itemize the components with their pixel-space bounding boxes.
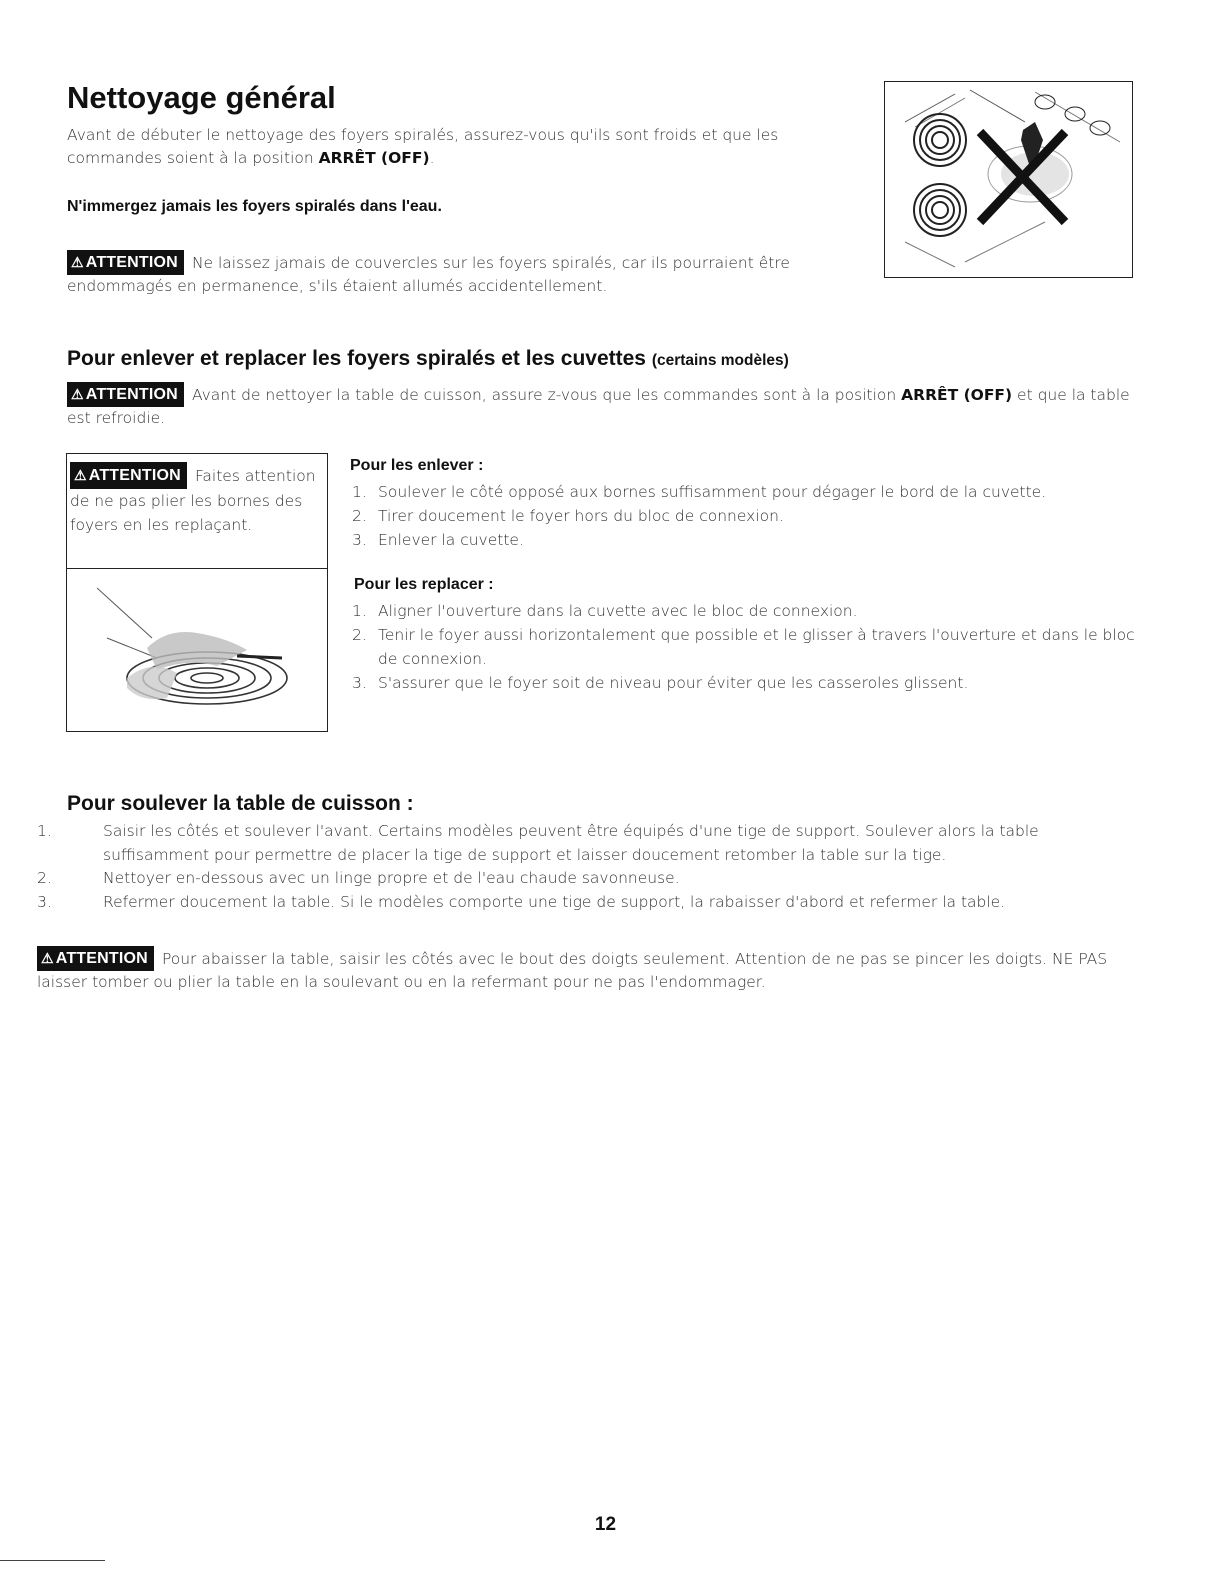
list-item: 1. Saisir les côtés et soulever l'avant. Certains modèles peuvent être équipés d'une tige de support. Soulever alors la table suffisamment pour permettre de placer la tige de support et laisser doucement retomber la table sur la tige. (37, 822, 1039, 864)
intro-end: . (429, 149, 435, 167)
list-item: 1. Soulever le côté opposé aux bornes suffisamment pour dégager le bord de la cuvette. (352, 483, 1047, 501)
coil-attention-box (66, 453, 328, 732)
page-title: Nettoyage général (67, 80, 336, 115)
replace-title: Pour les replacer : (354, 576, 494, 593)
list-item: 3. Enlever la cuvette. (352, 531, 524, 549)
list-item: 2. Tirer doucement le foyer hors du bloc de connexion. (352, 507, 784, 525)
intro-text: Avant de débuter le nettoyage des foyers spiralés, assurez-vous qu'ils sont froids et que les commandes soient à la position (67, 126, 779, 167)
page-number: 12 (594, 1514, 617, 1535)
intro-paragraph (67, 124, 857, 170)
list-item: 1. Aligner l'ouverture dans la cuvette avec le bloc de connexion. (352, 602, 858, 620)
attention-badge: ⚠ ATTENTION (70, 462, 187, 489)
list-item: 2. Nettoyer en-dessous avec un linge propre et de l'eau chaude savonneuse. (37, 869, 680, 887)
lift-steps-list (37, 820, 1137, 914)
section-remove-replace-title: Pour enlever et replacer les foyers spiralés et les cuvettes (certains modèles) (67, 347, 789, 370)
attention-badge: ⚠ ATTENTION (67, 382, 184, 407)
box-attention-text: ⚠ ATTENTION Faites attention de ne pas plier les bornes des foyers en les replaçant. (70, 462, 322, 537)
remove-steps-list (350, 480, 1140, 552)
attention-paragraph-2: ⚠ ATTENTION Avant de nettoyer la table de cuisson, assure z-vous que les commandes sont à la position ARRÊT (OFF) et que la table est refroidie. (67, 382, 1137, 430)
warning-triangle-icon: ⚠ (71, 254, 84, 270)
attention-paragraph-3: ⚠ ATTENTION Pour abaisser la table, saisir les côtés avec le bout des doigts seulement. Attention de ne pas se pincer les doigts. NE PAS laisser tomber ou plier la table en la soulevant ou en la refermant pour ne pas l'endommager. (37, 946, 1137, 994)
attention-badge: ⚠ ATTENTION (37, 946, 154, 971)
section-lift-cooktop-title: Pour soulever la table de cuisson : (67, 792, 414, 815)
intro-off-label: ARRÊT (OFF) (318, 149, 430, 167)
coil-installation-illustration (97, 578, 297, 718)
list-item: 3. Refermer doucement la table. Si le modèles comporte une tige de support, la rabaisser d'abord et refermer la table. (37, 892, 1006, 911)
cooktop-lid-warning-icon (885, 82, 1131, 276)
immerge-warning: N'immergez jamais les foyers spiralés dans l'eau. (67, 198, 442, 215)
attention-badge: ⚠ ATTENTION (67, 250, 184, 275)
attention-paragraph-1 (67, 250, 867, 298)
replace-steps-list (350, 599, 1140, 695)
warning-triangle-icon: ⚠ (74, 467, 87, 483)
remove-title: Pour les enlever : (350, 457, 484, 474)
cooktop-illustration (884, 81, 1133, 278)
attention-1-text: Ne laissez jamais de couvercles sur les foyers spiralés, car ils pourraient être endommagés en permanence, s'ils étaient allumés accidentellement. (67, 254, 790, 295)
list-item: 3. S'assurer que le foyer soit de niveau pour éviter que les casseroles glissent. (352, 674, 969, 692)
warning-triangle-icon: ⚠ (71, 386, 84, 402)
warning-triangle-icon: ⚠ (41, 950, 54, 966)
list-item: 2. Tenir le foyer aussi horizontalement que possible et le glisser à travers l'ouverture et dans le bloc de connexion. (352, 626, 1135, 668)
footer-rule (0, 1560, 105, 1561)
